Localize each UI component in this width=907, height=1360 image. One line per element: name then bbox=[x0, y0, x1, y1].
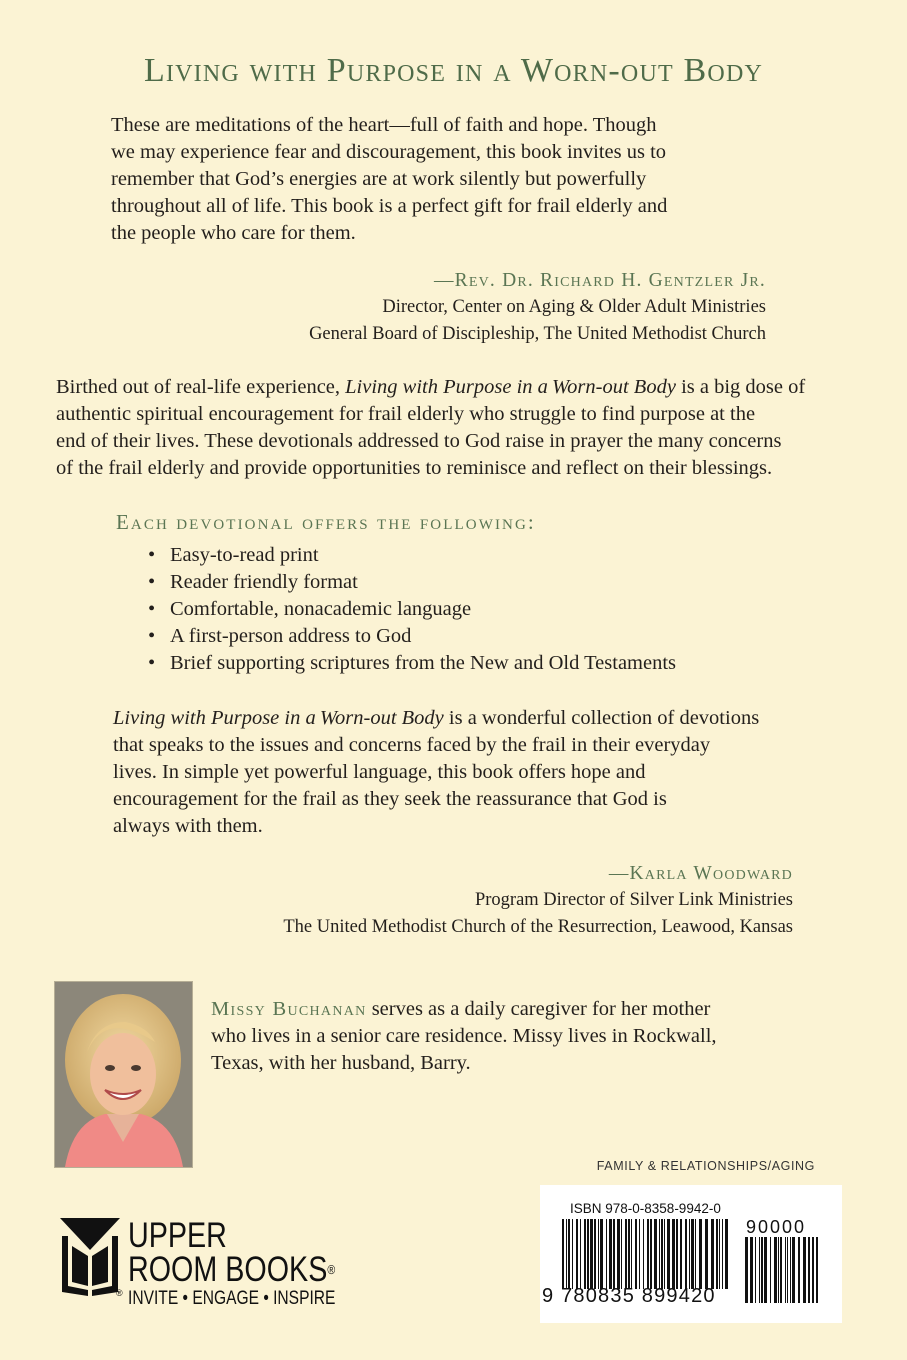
quote-line: we may experience fear and discouragement, this book invites us to bbox=[111, 141, 667, 163]
list-item: • Brief supporting scriptures from the New and Old Testaments bbox=[148, 650, 788, 677]
barcode-bar bbox=[816, 1237, 818, 1303]
registered-mark: ® bbox=[327, 1262, 336, 1277]
barcode-bar bbox=[598, 1219, 599, 1289]
barcode-bar bbox=[699, 1219, 702, 1289]
barcode-bar bbox=[774, 1237, 777, 1303]
barcode-bar bbox=[722, 1219, 723, 1289]
barcode-bar bbox=[568, 1219, 570, 1289]
author-portrait-icon bbox=[55, 982, 192, 1167]
endorsement-quote-1 bbox=[111, 112, 791, 247]
barcode-area bbox=[540, 1185, 842, 1323]
bullet-icon: • bbox=[148, 598, 156, 620]
barcode-bar bbox=[617, 1219, 620, 1289]
bullet-icon: • bbox=[148, 544, 156, 566]
book-title-inline: Living with Purpose in a Worn-out Body bbox=[345, 376, 676, 398]
quote-line: Living with Purpose in a Worn-out Body is a wonderful collection of devotions bbox=[113, 707, 760, 729]
barcode-bar bbox=[647, 1219, 649, 1289]
quote-line: always with them. bbox=[113, 815, 263, 837]
barcode-bar bbox=[628, 1219, 630, 1289]
endorsement-quote-2 bbox=[113, 705, 803, 840]
barcode-bar bbox=[725, 1219, 728, 1289]
barcode-bar bbox=[691, 1219, 694, 1289]
barcode-bar bbox=[719, 1219, 720, 1289]
book-title: Living with Purpose in a Worn-out Body bbox=[143, 52, 764, 89]
endorser-role: Director, Center on Aging & Older Adult Ministries bbox=[382, 297, 766, 317]
quote-line: throughout all of life. This book is a perfect gift for frail elderly and bbox=[111, 195, 668, 217]
barcode-bar bbox=[764, 1237, 767, 1303]
barcode-bar bbox=[798, 1237, 800, 1303]
author-name: Missy Buchanan bbox=[211, 998, 367, 1020]
barcode-bar bbox=[639, 1219, 640, 1289]
barcode-bar bbox=[787, 1237, 788, 1303]
publisher-name: UPPER bbox=[128, 1216, 227, 1255]
barcode-bar bbox=[785, 1237, 786, 1303]
barcode-bar bbox=[808, 1237, 810, 1303]
bullet-icon: • bbox=[148, 625, 156, 647]
book-title-inline: Living with Purpose in a Worn-out Body bbox=[113, 707, 444, 729]
barcode-bar bbox=[606, 1219, 607, 1289]
barcode-bar bbox=[625, 1219, 627, 1289]
barcode-bar bbox=[667, 1219, 670, 1289]
price-barcode bbox=[745, 1237, 820, 1303]
barcode-bar bbox=[780, 1237, 782, 1303]
list-item: • Reader friendly format bbox=[148, 569, 788, 596]
barcode-bar bbox=[778, 1237, 779, 1303]
bullet-icon: • bbox=[148, 652, 156, 674]
barcode-bar bbox=[750, 1237, 753, 1303]
barcode-bar bbox=[659, 1219, 660, 1289]
upper-room-logo-icon bbox=[58, 1216, 122, 1298]
barcode-bar bbox=[705, 1219, 708, 1289]
ean-number: 9 780835 899420 bbox=[542, 1285, 716, 1307]
barcode-bar bbox=[711, 1219, 714, 1289]
barcode-bar bbox=[672, 1219, 675, 1289]
bio-line: Texas, with her husband, Barry. bbox=[211, 1052, 471, 1074]
endorsement-attribution-1 bbox=[200, 268, 766, 348]
ean-barcode bbox=[562, 1219, 732, 1289]
list-item: • A first-person address to God bbox=[148, 623, 788, 650]
barcode-bar bbox=[572, 1219, 573, 1289]
barcode-bar bbox=[759, 1237, 760, 1303]
barcode-bar bbox=[654, 1219, 657, 1289]
endorser-organization: The United Methodist Church of the Resurrection, Leawood, Kansas bbox=[283, 917, 793, 937]
barcode-bar bbox=[680, 1219, 682, 1289]
quote-line: remember that God’s energies are at work silently but powerfully bbox=[111, 168, 647, 190]
author-photo bbox=[54, 981, 193, 1168]
description-line: of the frail elderly and provide opportunities to reminisce and reflect on their blessings. bbox=[56, 457, 773, 479]
publisher-tagline: INVITE • ENGAGE • INSPIRE bbox=[128, 1288, 336, 1309]
book-category: FAMILY & RELATIONSHIPS/AGING bbox=[596, 1159, 815, 1173]
barcode-bar bbox=[587, 1219, 589, 1289]
endorser-name: —Karla Woodward bbox=[608, 863, 793, 884]
price-code: 90000 bbox=[746, 1217, 807, 1237]
barcode-bar bbox=[631, 1219, 632, 1289]
barcode-bar bbox=[745, 1237, 748, 1303]
barcode-bar bbox=[790, 1237, 791, 1303]
barcode-bar bbox=[716, 1219, 718, 1289]
barcode-bar bbox=[770, 1237, 771, 1303]
barcode-bar bbox=[566, 1219, 567, 1289]
book-description bbox=[56, 374, 856, 482]
description-line: Birthed out of real-life experience, Living with Purpose in a Worn-out Body is a big dose of bbox=[56, 376, 806, 398]
barcode-bar bbox=[576, 1219, 578, 1289]
barcode-bar bbox=[650, 1219, 652, 1289]
barcode-bar bbox=[685, 1219, 687, 1289]
quote-line: the people who care for them. bbox=[111, 222, 356, 244]
barcode-bar bbox=[635, 1219, 637, 1289]
bullet-icon: • bbox=[148, 571, 156, 593]
barcode-bar bbox=[661, 1219, 663, 1289]
quote-line: that speaks to the issues and concerns faced by the frail in their everyday bbox=[113, 734, 711, 756]
isbn-label: ISBN 978-0-8358-9942-0 bbox=[570, 1201, 721, 1216]
barcode-bar bbox=[594, 1219, 596, 1289]
barcode-bar bbox=[609, 1219, 612, 1289]
list-item: • Comfortable, nonacademic language bbox=[148, 596, 788, 623]
barcode-bar bbox=[664, 1219, 665, 1289]
barcode-bar bbox=[761, 1237, 763, 1303]
barcode-bar bbox=[695, 1219, 696, 1289]
barcode-bar bbox=[792, 1237, 795, 1303]
description-line: end of their lives. These devotionals addressed to God raise in prayer the many concerns bbox=[56, 430, 782, 452]
endorsement-attribution-2 bbox=[200, 861, 793, 941]
barcode-bar bbox=[580, 1219, 581, 1289]
bio-line: who lives in a senior care residence. Missy lives in Rockwall, bbox=[211, 1025, 717, 1047]
barcode-bar bbox=[676, 1219, 678, 1289]
author-bio: Missy Buchanan serves as a daily caregiver for her mother who lives in a senior care residence. Missy lives in Rockwall, Texas, with her husband, Barry. bbox=[211, 996, 811, 1077]
barcode-bar bbox=[613, 1219, 615, 1289]
endorser-role: Program Director of Silver Link Ministries bbox=[474, 890, 793, 910]
features-list bbox=[148, 542, 788, 677]
publisher-tagline-mark: ® bbox=[116, 1288, 123, 1298]
barcode-bar bbox=[584, 1219, 586, 1289]
quote-line: encouragement for the frail as they seek the reassurance that God is bbox=[113, 788, 667, 810]
quote-line: lives. In simple yet powerful language, this book offers hope and bbox=[113, 761, 646, 783]
endorser-name: —Rev. Dr. Richard H. Gentzler Jr. bbox=[433, 270, 766, 291]
quote-line: These are meditations of the heart—full of faith and hope. Though bbox=[111, 114, 657, 136]
features-heading: Each devotional offers the following: bbox=[116, 510, 536, 534]
barcode-bar bbox=[590, 1219, 593, 1289]
endorser-organization: General Board of Discipleship, The United Methodist Church bbox=[309, 324, 766, 344]
barcode-bar bbox=[689, 1219, 690, 1289]
barcode-bar bbox=[621, 1219, 622, 1289]
barcode-bar bbox=[562, 1219, 564, 1289]
barcode-bar bbox=[755, 1237, 756, 1303]
publisher-name-line2: ROOM BOOKS® bbox=[128, 1250, 336, 1289]
barcode-bar bbox=[600, 1219, 603, 1289]
barcode-bar bbox=[812, 1237, 814, 1303]
publisher-logo bbox=[58, 1216, 388, 1316]
barcode-bar bbox=[643, 1219, 644, 1289]
list-item: • Easy-to-read print bbox=[148, 542, 788, 569]
barcode-bar bbox=[803, 1237, 806, 1303]
description-line: authentic spiritual encouragement for frail elderly who struggle to find purpose at the bbox=[56, 403, 756, 425]
